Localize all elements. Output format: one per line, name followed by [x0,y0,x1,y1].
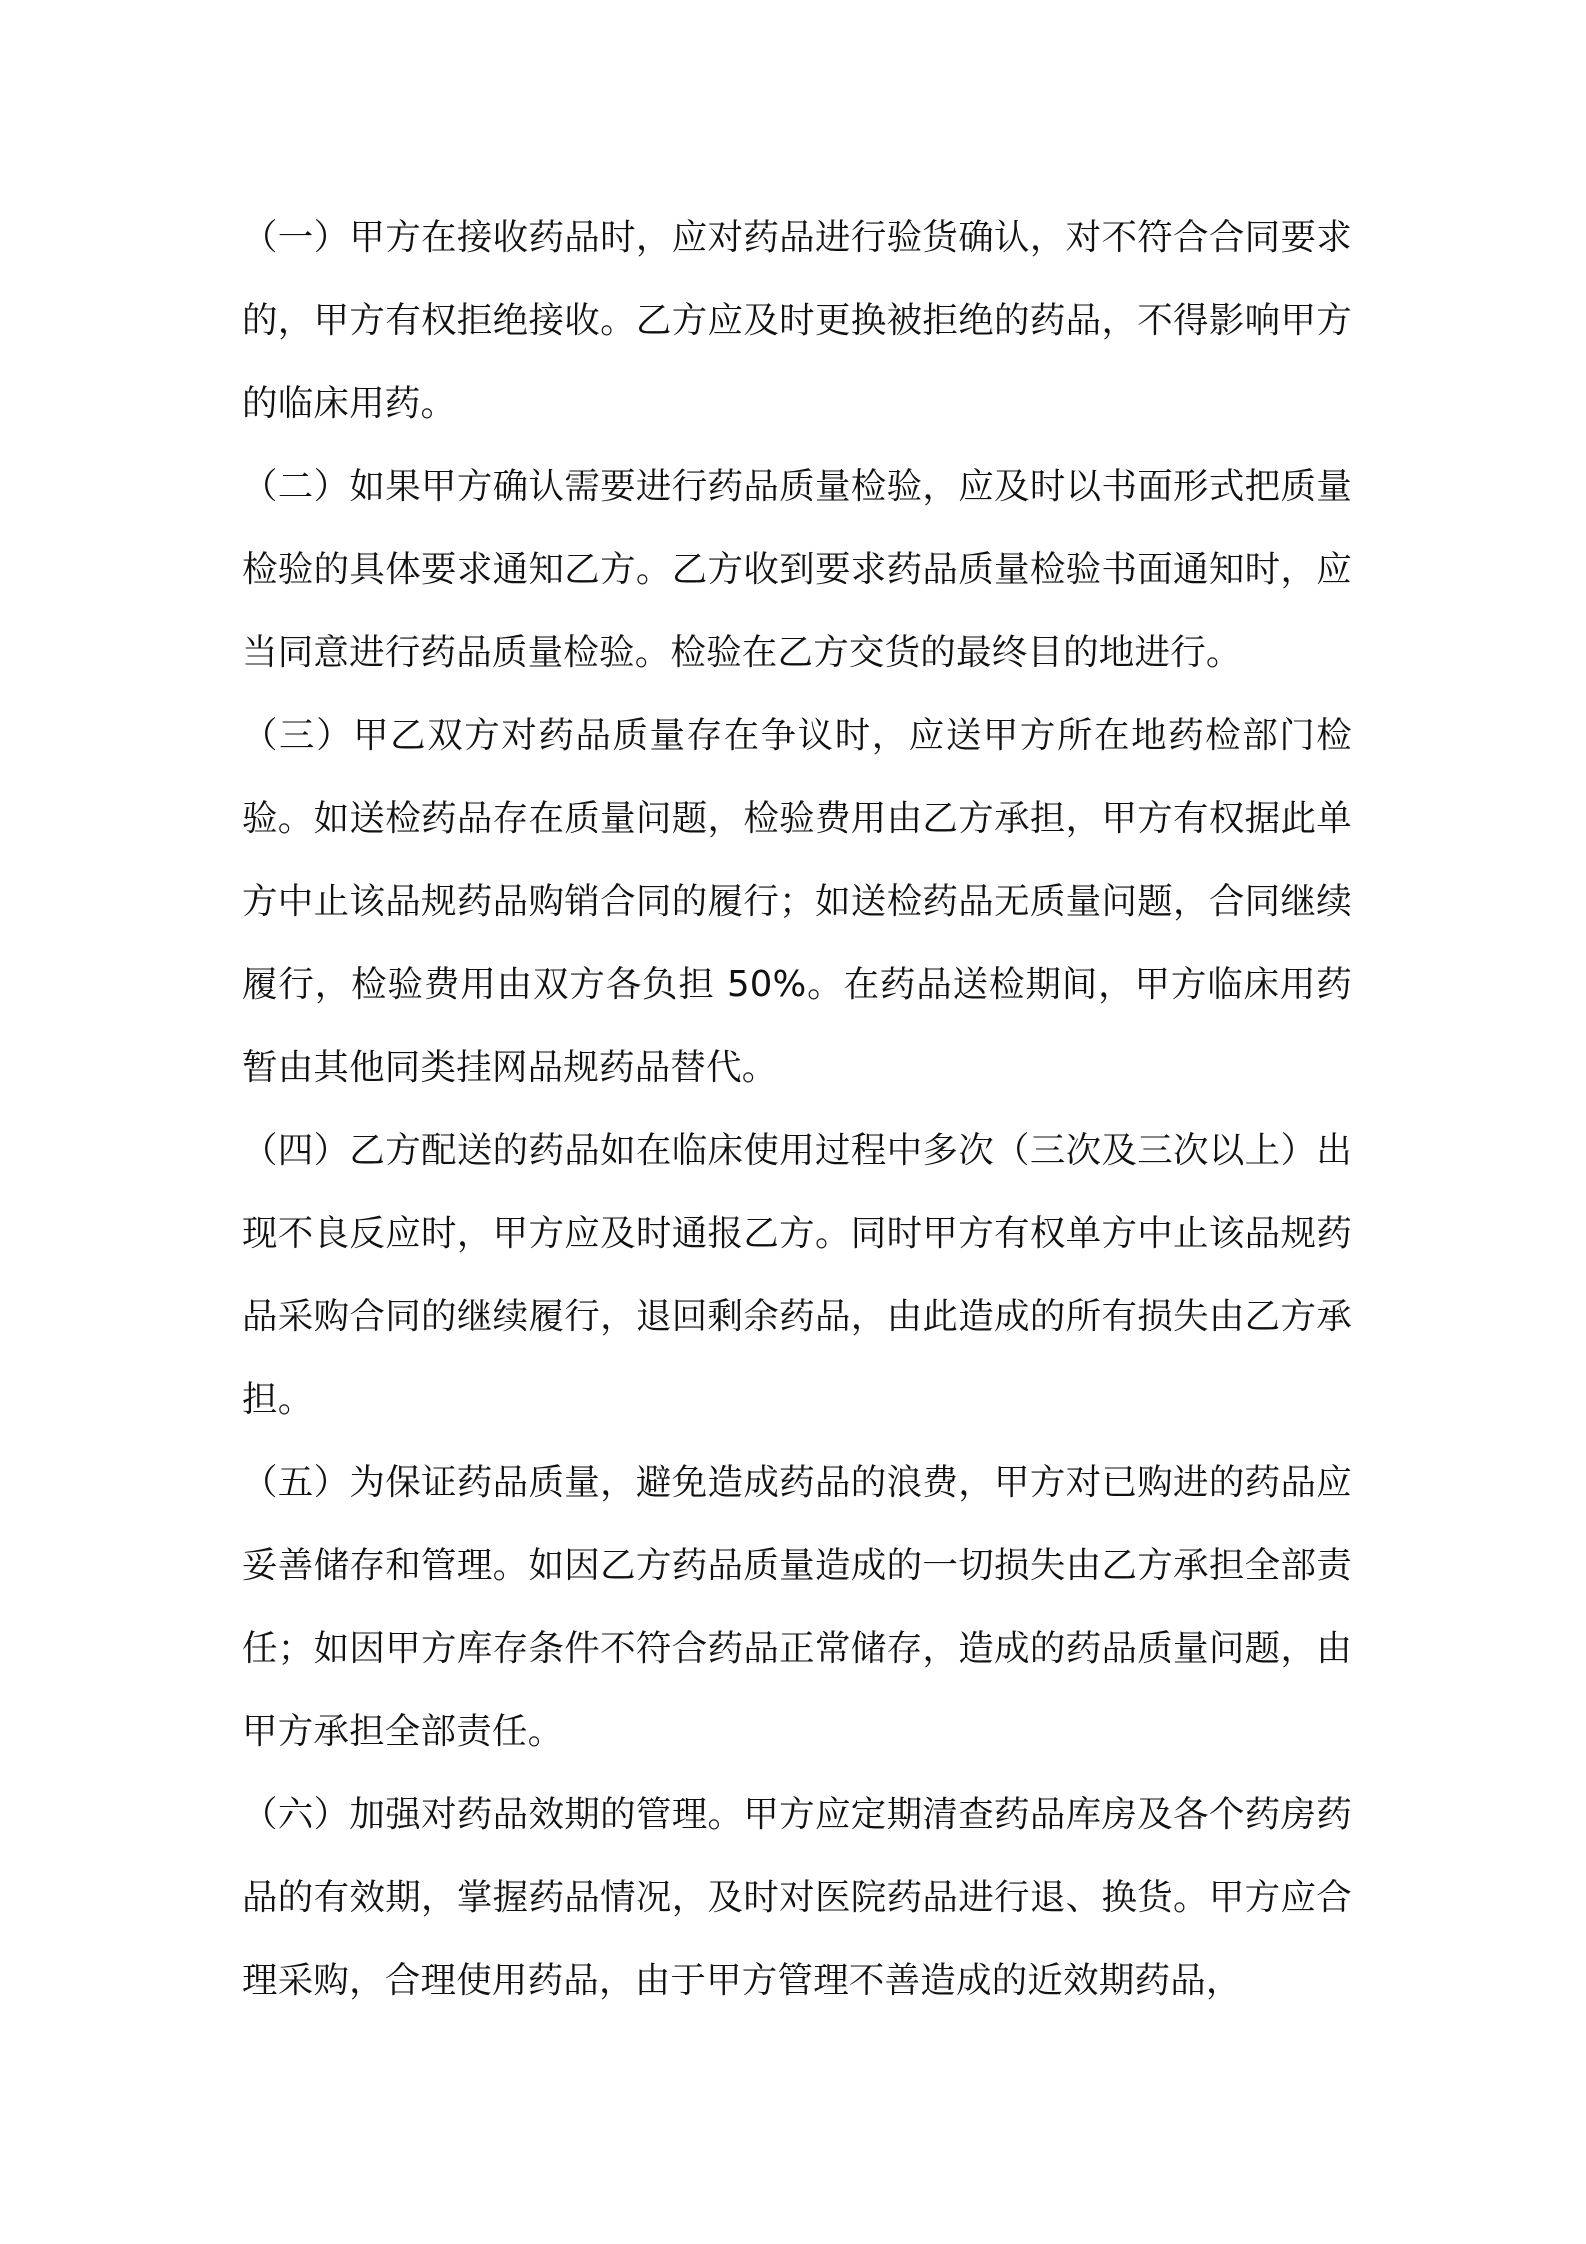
paragraph-1: （一）甲方在接收药品时，应对药品进行验货确认，对不符合合同要求的，甲方有权拒绝接收。乙方应及时更换被拒绝的药品，不得影响甲方的临床用药。 [242,217,1352,424]
paragraph-2: （二）如果甲方确认需要进行药品质量检验，应及时以书面形式把质量检验的具体要求通知乙方。乙方收到要求药品质量检验书面通知时，应当同意进行药品质量检验。检验在乙方交货的最终目的地进行。 [242,466,1352,673]
paragraph-6: （六）加强对药品效期的管理。甲方应定期清查药品库房及各个药房药品的有效期，掌握药品情况，及时对医院药品进行退、换货。甲方应合理采购，合理使用药品，由于甲方管理不善造成的近效期药品， [242,1794,1352,2001]
paragraph-5: （五）为保证药品质量，避免造成药品的浪费，甲方对已购进的药品应妥善储存和管理。如因乙方药品质量造成的一切损失由乙方承担全部责任；如因甲方库存条件不符合药品正常储存，造成的药品质量问题，由甲方承担全部责任。 [242,1462,1352,1752]
paragraph-4: （四）乙方配送的药品如在临床使用过程中多次（三次及三次以上）出现不良反应时，甲方应及时通报乙方。同时甲方有权单方中止该品规药品采购合同的继续履行，退回剩余药品，由此造成的所有损失由乙方承担。 [242,1130,1352,1420]
paragraph-3: （三）甲乙双方对药品质量存在争议时，应送甲方所在地药检部门检验。如送检药品存在质量问题，检验费用由乙方承担，甲方有权据此单方中止该品规药品购销合同的履行；如送检药品无质量问题，合同继续履行，检验费用由双方各负担 50%。在药品送检期间，甲方临床用药暂由其他同类挂网品规药品替代。 [242,715,1352,1088]
document-body [242,196,1352,2022]
